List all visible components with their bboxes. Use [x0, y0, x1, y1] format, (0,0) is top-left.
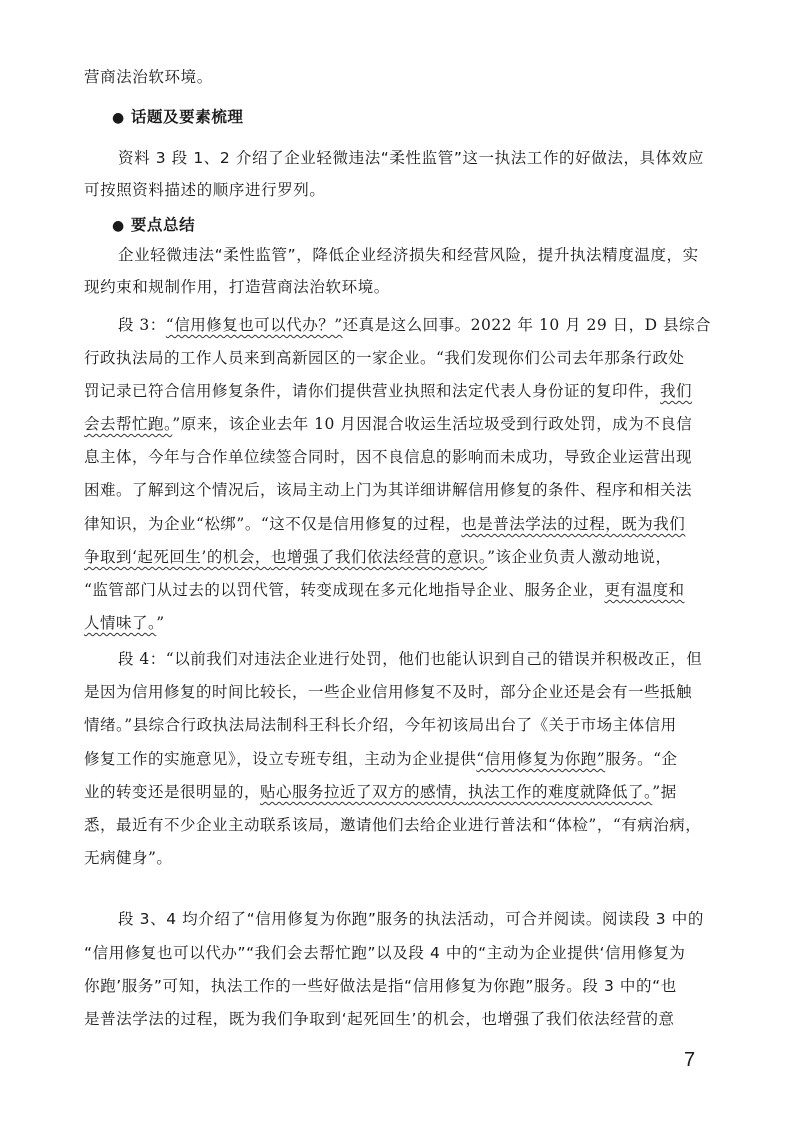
underlined-phrase: “信用修复为你跑”	[476, 750, 606, 768]
paragraph_3-line	[84, 513, 685, 535]
text-span: ”据	[652, 783, 677, 801]
text-span: 服务。“企	[605, 750, 678, 768]
paragraph_3-line	[84, 446, 692, 468]
underlined-phrase: “信用修复也可以代办？”	[165, 316, 343, 334]
paragraph_3-line	[84, 612, 165, 634]
underlined-phrase: 人情味了。	[84, 614, 157, 632]
text-span: 息主体，今年与合作单位续签合同时，因不良信息的影响而未成功，导致企业运营出现	[84, 448, 693, 466]
summary-heading-text: 要点总结	[130, 216, 196, 234]
topic-heading-text: 话题及要素梳理	[130, 108, 244, 126]
analysis-line: 你跑’服务”可知，执法工作的一些好做法是指“信用修复为你跑”服务。段 3 中的“也	[84, 977, 677, 995]
underlined-phrase: 会去帮忙跑。	[84, 415, 173, 433]
intro-line: 营商法治软环境。	[84, 68, 213, 86]
text-span: 律知识，为企业“松绑”。“这不仅是信用修复的过程，	[84, 515, 462, 533]
text-span: 业的转变还是很明显的，	[84, 783, 261, 801]
bullet-icon: ●	[112, 218, 125, 234]
underlined-phrase: 贴心服务拉近了双方的感情，	[260, 783, 469, 801]
text-span: 情绪。”县综合行政执法局法制科王科长介绍，今年初该局出台了《关于市场主体信用	[84, 716, 677, 734]
underlined-phrase: 也增强了我们依法经营的意识。	[270, 548, 488, 566]
paragraph_4-line	[84, 681, 692, 703]
text-span: 段 3：	[118, 316, 166, 334]
paragraph_4-line	[84, 714, 677, 736]
paragraph_3-line	[118, 314, 711, 336]
paragraph_3-line	[84, 579, 684, 601]
text-span: 困难。了解到这个情况后，该局主动上门为其详细讲解信用修复的条件、程序和相关法	[84, 481, 693, 499]
paragraph_4-line	[84, 781, 677, 803]
text-span: 无病健身”。	[84, 849, 173, 867]
text-span: 行政执法局的工作人员来到高新园区的一家企业。“我们发现你们公司去年那条行政处	[84, 349, 685, 367]
paragraph_4-line	[118, 648, 702, 670]
underlined-phrase: 也是普法学法的过程，	[461, 515, 622, 533]
paragraph_3-line	[84, 413, 692, 435]
analysis-line: “信用修复也可以代办”“我们会去帮忙跑”以及段 4 中的“主动为企业提供‘信用修复为	[84, 944, 686, 962]
text-span: ”原来，该企业去年 10 月因混合收运生活垃圾受到行政处罚，成为不良信	[172, 415, 693, 433]
topic-text-line: 资料 3 段 1、2 介绍了企业轻微违法“柔性监管”这一执法工作的好做法，具体效应	[118, 149, 704, 167]
text-span: 还真是这么回事。2022 年 10 月 29 日，D 县综合	[342, 316, 712, 334]
text-span: ”该企业负责人激动地说，	[487, 548, 672, 566]
page-number: 7	[684, 1049, 696, 1071]
summary-text-line: 企业轻微违法“柔性监管”，降低企业经济损失和经营风险，提升执法精度温度，实	[118, 246, 699, 264]
topic-heading	[112, 106, 244, 129]
underlined-phrase: 更有温度和	[604, 581, 685, 599]
analysis-line: 段 3、4 均介绍了“信用修复为你跑”服务的执法活动，可合并阅读。阅读段 3 中的	[118, 910, 704, 928]
paragraph_3-line	[84, 546, 672, 568]
text-span: 段 4：“以前我们对违法企业进行处罚，他们也能认识到自己的错误并积极改正，但	[118, 650, 703, 668]
text-span: 修复工作的实施意见》，设立专班专组，主动为企业提供	[84, 750, 477, 768]
bullet-icon: ●	[112, 110, 125, 126]
paragraph_4-line	[84, 748, 678, 770]
paragraph_4-line	[84, 847, 172, 869]
text-span: “监管部门从过去的以罚代管，转变成现在多元化地指导企业、服务企业，	[84, 581, 605, 599]
underlined-phrase: 既为我们	[621, 515, 686, 533]
text-span: ”	[156, 614, 165, 632]
summary-text-line: 现约束和规制作用，打造营商法治软环境。	[84, 278, 390, 296]
summary-heading	[112, 214, 195, 237]
paragraph_4-line	[84, 814, 701, 836]
text-span: 是因为信用修复的时间比较长，一些企业信用修复不及时，部分企业还是会有一些抵触	[84, 683, 693, 701]
paragraph_3-line	[84, 380, 692, 402]
analysis-line: 是普法学法的过程，既为我们争取到‘起死回生’的机会，也增强了我们依法经营的意	[84, 1010, 675, 1028]
topic-text-line: 可按照资料描述的顺序进行罗列。	[84, 181, 326, 199]
text-span: 罚记录已符合信用修复条件，请你们提供营业执照和法定代表人身份证的复印件，	[84, 382, 661, 400]
text-span: 悉，最近有不少企业主动联系该局，邀请他们去给企业进行普法和“体检”，“有病治病，	[84, 816, 702, 834]
paragraph_3-line	[84, 479, 692, 501]
paragraph_3-line	[84, 347, 684, 369]
underlined-phrase: 我们	[660, 382, 693, 400]
underlined-phrase: 执法工作的难度就降低了。	[468, 783, 653, 801]
underlined-phrase: 争取到‘起死回生’的机会，	[84, 548, 271, 566]
